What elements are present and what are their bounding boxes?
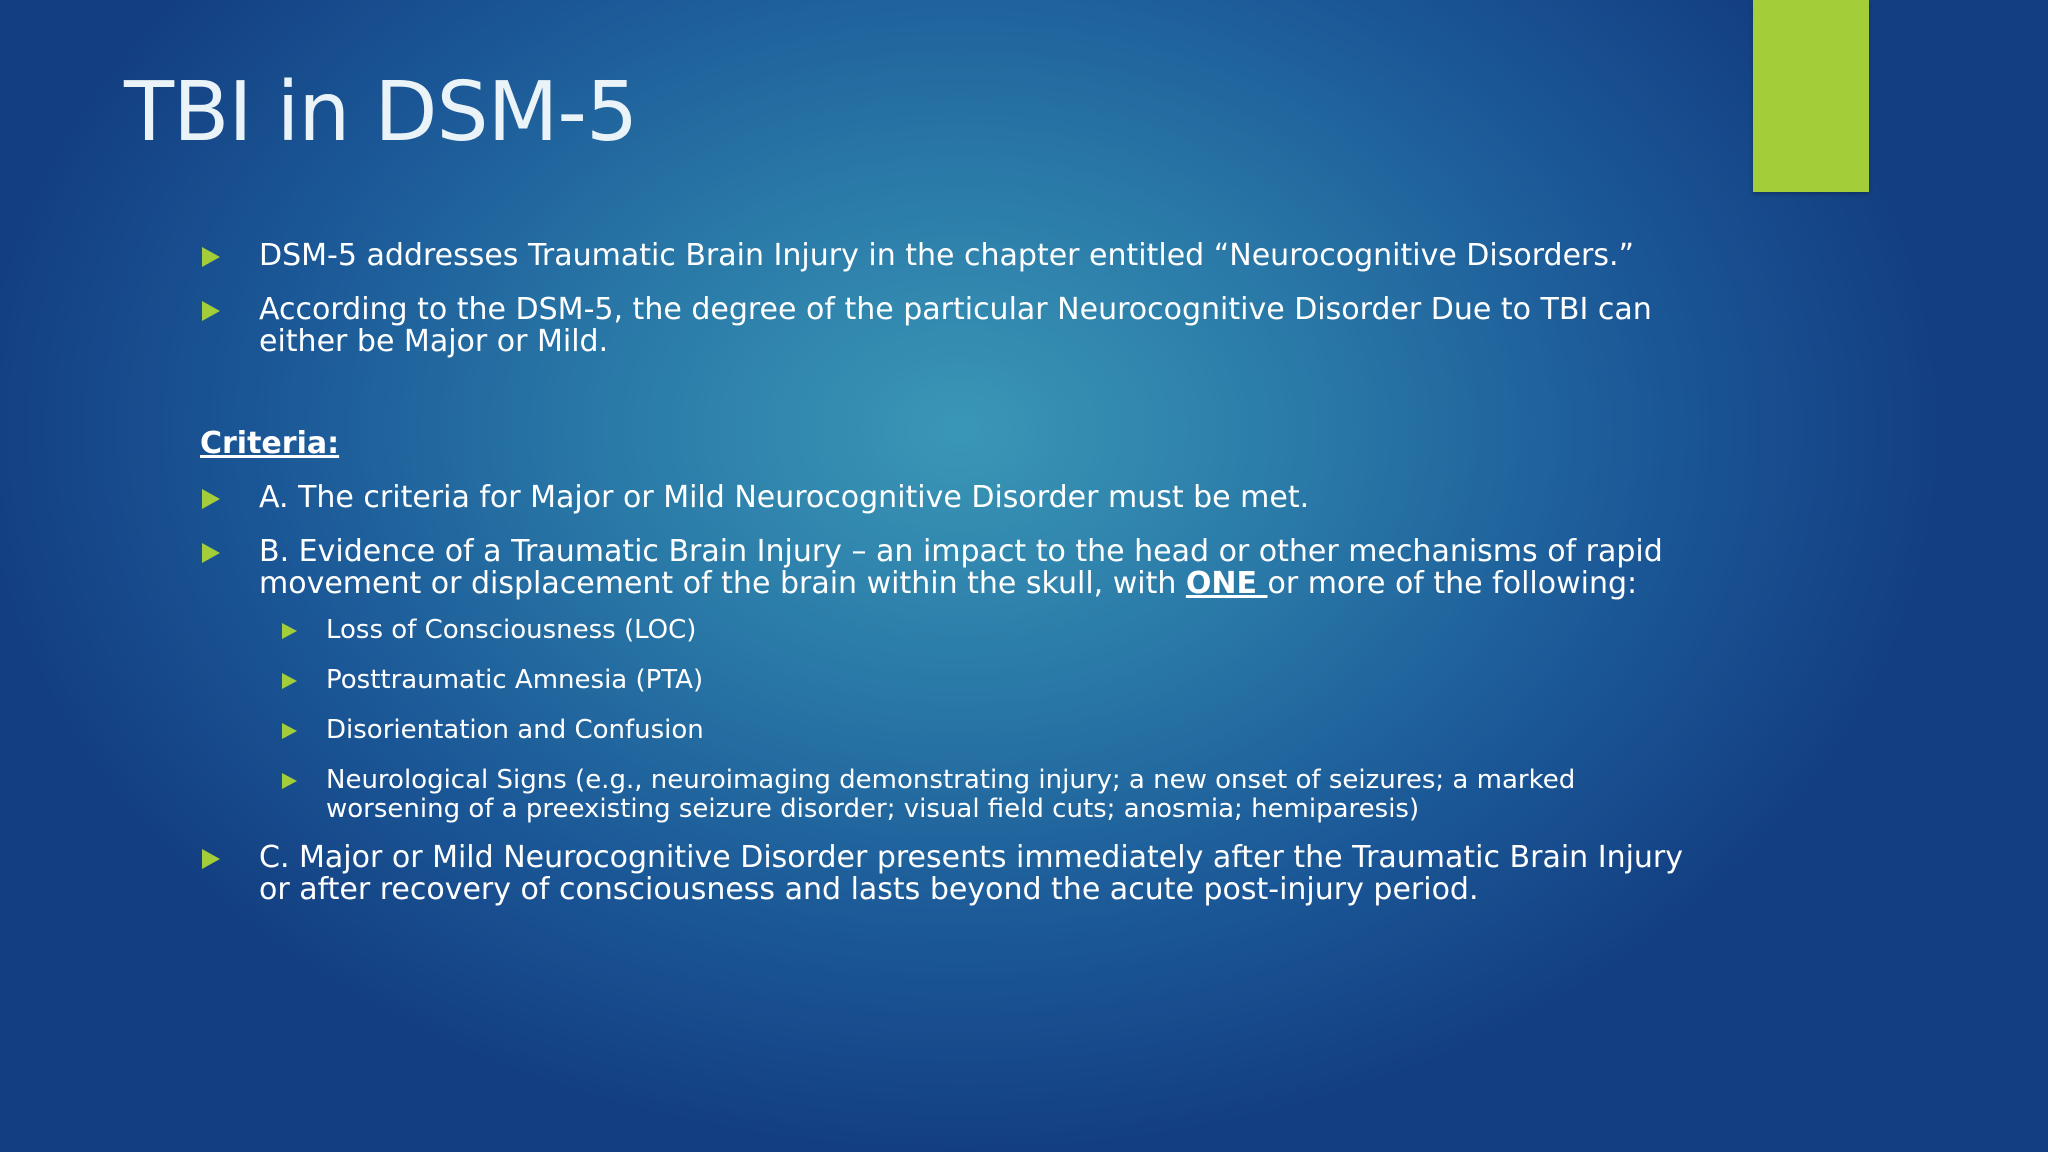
- slide-title: TBI in DSM-5: [124, 65, 638, 160]
- sub-bullet-arrow-icon: [282, 623, 297, 639]
- bullet-text-after: or more of the following:: [1267, 566, 1638, 601]
- bullet-dsm5-chapter: [200, 240, 1700, 272]
- bullet-text: A. The criteria for Major or Mild Neurocognitive Disorder must be met.: [259, 480, 1310, 515]
- sub-bullet-pta: [200, 666, 1700, 695]
- bullet-criterion-b: [200, 536, 1700, 600]
- sub-bullet-text: Disorientation and Confusion: [326, 715, 704, 745]
- slide-body: [200, 240, 1700, 928]
- sub-bullet-disorientation: [200, 716, 1700, 745]
- criteria-heading: Criteria:: [200, 426, 340, 461]
- bullet-arrow-icon: [202, 247, 220, 267]
- sub-bullet-arrow-icon: [282, 773, 297, 789]
- sub-bullet-arrow-icon: [282, 723, 297, 739]
- bullet-text: According to the DSM-5, the degree of the particular Neurocognitive Disorder Due to TBI can either be Major or Mild.: [259, 292, 1652, 359]
- sub-bullet-text: Loss of Consciousness (LOC): [326, 615, 697, 645]
- accent-bar: [1753, 0, 1869, 192]
- sub-bullet-neuro-signs: [200, 766, 1700, 824]
- bullet-text: DSM-5 addresses Traumatic Brain Injury in the chapter entitled “Neurocognitive Disorders.”: [259, 238, 1635, 273]
- bullet-text-before: B. Evidence of a Traumatic Brain Injury – an impact to the head or other mechanisms of rapid movement or displacement of the brain within the skull, with: [259, 534, 1663, 601]
- sub-bullet-text: Posttraumatic Amnesia (PTA): [326, 665, 704, 695]
- bullet-criterion-c: [200, 842, 1700, 906]
- sub-bullet-arrow-icon: [282, 673, 297, 689]
- sub-bullet-loc: [200, 616, 1700, 645]
- bullet-arrow-icon: [202, 489, 220, 509]
- bullet-text: C. Major or Mild Neurocognitive Disorder presents immediately after the Traumatic Brain Injury or after recovery of consciousness and lasts beyond the acute post-injury period.: [259, 840, 1684, 907]
- bullet-arrow-icon: [202, 849, 220, 869]
- bullet-arrow-icon: [202, 301, 220, 321]
- sub-bullet-text: Neurological Signs (e.g., neuroimaging demonstrating injury; a new onset of seizures; a marked worsening of a preexisting seizure disorder; visual field cuts; anosmia; hemiparesis): [326, 765, 1576, 824]
- bullet-arrow-icon: [202, 543, 220, 563]
- bullet-criterion-a: [200, 482, 1700, 514]
- bullet-degree: [200, 294, 1700, 358]
- emphasis-one: ONE: [1185, 566, 1268, 601]
